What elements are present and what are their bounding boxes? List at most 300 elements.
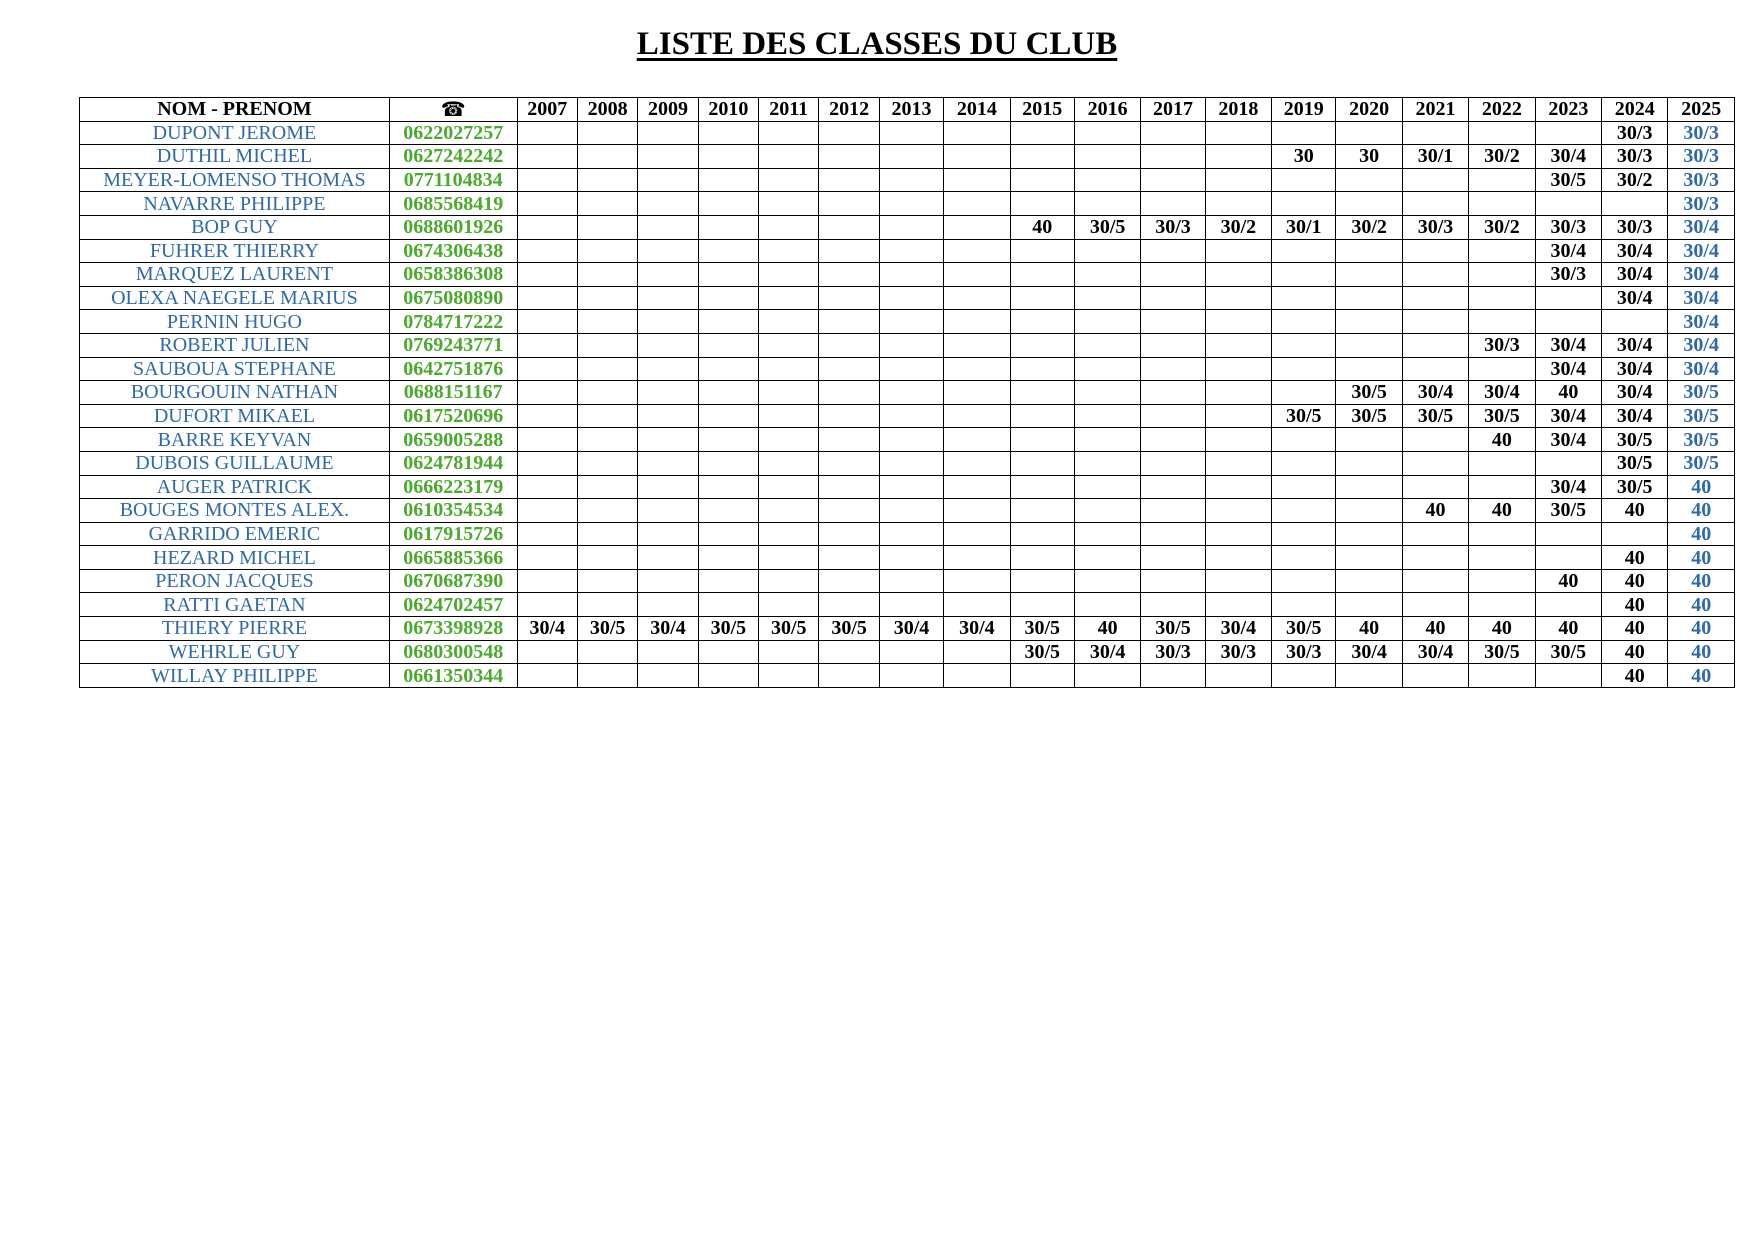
class-cell-2024 — [1602, 192, 1668, 216]
table-row — [80, 263, 1735, 287]
class-cell-2025: 40 — [1668, 617, 1735, 641]
class-cell-2015 — [1010, 263, 1074, 287]
class-cell-2014 — [944, 499, 1010, 523]
member-phone: 0617520696 — [389, 404, 517, 428]
class-cell-2008 — [577, 263, 637, 287]
member-name: BARRE KEYVAN — [80, 428, 390, 452]
class-cell-2018 — [1205, 593, 1271, 617]
member-phone: 0784717222 — [389, 310, 517, 334]
class-cell-2020 — [1336, 310, 1402, 334]
table-row — [80, 451, 1735, 475]
class-cell-2024 — [1602, 310, 1668, 334]
class-cell-2024: 30/4 — [1602, 286, 1668, 310]
class-cell-2021 — [1402, 286, 1468, 310]
class-cell-2013 — [879, 381, 943, 405]
class-cell-2016: 30/4 — [1074, 640, 1140, 664]
class-cell-2021 — [1402, 569, 1468, 593]
class-cell-2022 — [1469, 310, 1535, 334]
class-cell-2019 — [1272, 168, 1336, 192]
table-row — [80, 404, 1735, 428]
class-cell-2020 — [1336, 475, 1402, 499]
class-cell-2015 — [1010, 357, 1074, 381]
class-cell-2025: 30/3 — [1668, 145, 1735, 169]
class-cell-2024 — [1602, 522, 1668, 546]
class-cell-2009 — [638, 640, 698, 664]
table-row — [80, 357, 1735, 381]
table-row — [80, 310, 1735, 334]
year-header-2010: 2010 — [698, 98, 758, 122]
class-cell-2011 — [759, 640, 819, 664]
class-cell-2023: 30/4 — [1535, 145, 1601, 169]
member-name: MARQUEZ LAURENT — [80, 263, 390, 287]
class-cell-2013 — [879, 546, 943, 570]
class-cell-2008 — [577, 381, 637, 405]
class-cell-2024: 30/4 — [1602, 357, 1668, 381]
class-cell-2009 — [638, 569, 698, 593]
member-name: ROBERT JULIEN — [80, 333, 390, 357]
class-cell-2019 — [1272, 263, 1336, 287]
class-cell-2019 — [1272, 286, 1336, 310]
class-cell-2011 — [759, 522, 819, 546]
class-cell-2015 — [1010, 145, 1074, 169]
class-cell-2012 — [819, 215, 879, 239]
member-phone: 0617915726 — [389, 522, 517, 546]
class-cell-2024: 30/4 — [1602, 263, 1668, 287]
class-cell-2014 — [944, 546, 1010, 570]
class-cell-2008 — [577, 404, 637, 428]
year-header-2018: 2018 — [1205, 98, 1271, 122]
class-cell-2009 — [638, 428, 698, 452]
class-cell-2011: 30/5 — [759, 617, 819, 641]
year-header-2013: 2013 — [879, 98, 943, 122]
class-cell-2024: 30/3 — [1602, 121, 1668, 145]
class-cell-2015: 30/5 — [1010, 640, 1074, 664]
class-cell-2012 — [819, 569, 879, 593]
class-cell-2011 — [759, 168, 819, 192]
class-cell-2025: 30/4 — [1668, 333, 1735, 357]
class-cell-2019 — [1272, 499, 1336, 523]
class-cell-2007 — [517, 145, 577, 169]
class-cell-2012 — [819, 121, 879, 145]
class-cell-2012 — [819, 310, 879, 334]
table-row — [80, 617, 1735, 641]
class-cell-2012 — [819, 404, 879, 428]
phone-icon: ☎ — [389, 98, 517, 122]
class-cell-2008 — [577, 168, 637, 192]
member-phone: 0622027257 — [389, 121, 517, 145]
class-cell-2010 — [698, 593, 758, 617]
class-cell-2016 — [1074, 499, 1140, 523]
class-cell-2018 — [1205, 239, 1271, 263]
class-cell-2017 — [1141, 357, 1205, 381]
class-cell-2019: 30/3 — [1272, 640, 1336, 664]
class-cell-2021 — [1402, 593, 1468, 617]
class-cell-2025: 30/4 — [1668, 357, 1735, 381]
class-cell-2007 — [517, 239, 577, 263]
class-cell-2020 — [1336, 192, 1402, 216]
class-cell-2021 — [1402, 192, 1468, 216]
member-name: HEZARD MICHEL — [80, 546, 390, 570]
page-title: LISTE DES CLASSES DU CLUB — [636, 26, 1118, 62]
class-cell-2013 — [879, 640, 943, 664]
class-cell-2021 — [1402, 121, 1468, 145]
member-name: DUBOIS GUILLAUME — [80, 451, 390, 475]
class-cell-2007 — [517, 357, 577, 381]
class-cell-2020 — [1336, 664, 1402, 688]
class-cell-2016: 40 — [1074, 617, 1140, 641]
class-cell-2008 — [577, 499, 637, 523]
class-cell-2007 — [517, 215, 577, 239]
class-cell-2012 — [819, 475, 879, 499]
class-cell-2008 — [577, 121, 637, 145]
member-phone: 0624781944 — [389, 451, 517, 475]
class-cell-2019: 30/1 — [1272, 215, 1336, 239]
class-cell-2009 — [638, 404, 698, 428]
class-cell-2020 — [1336, 546, 1402, 570]
class-cell-2010 — [698, 499, 758, 523]
class-cell-2025: 30/4 — [1668, 263, 1735, 287]
class-cell-2012 — [819, 168, 879, 192]
class-cell-2015 — [1010, 546, 1074, 570]
member-name: DUTHIL MICHEL — [80, 145, 390, 169]
class-cell-2023: 40 — [1535, 617, 1601, 641]
class-cell-2014 — [944, 145, 1010, 169]
class-cell-2022 — [1469, 192, 1535, 216]
class-cell-2015 — [1010, 451, 1074, 475]
class-cell-2008 — [577, 546, 637, 570]
class-cell-2020 — [1336, 333, 1402, 357]
class-cell-2010 — [698, 121, 758, 145]
class-cell-2015 — [1010, 239, 1074, 263]
class-cell-2011 — [759, 381, 819, 405]
class-cell-2019 — [1272, 569, 1336, 593]
table-row — [80, 239, 1735, 263]
class-cell-2024: 40 — [1602, 593, 1668, 617]
class-cell-2025: 30/4 — [1668, 239, 1735, 263]
class-cell-2008 — [577, 475, 637, 499]
class-cell-2021 — [1402, 475, 1468, 499]
member-name: BOP GUY — [80, 215, 390, 239]
class-cell-2017 — [1141, 522, 1205, 546]
class-cell-2025: 30/5 — [1668, 428, 1735, 452]
class-cell-2010 — [698, 522, 758, 546]
class-cell-2020 — [1336, 499, 1402, 523]
class-cell-2011 — [759, 239, 819, 263]
class-cell-2024: 30/4 — [1602, 404, 1668, 428]
member-phone: 0624702457 — [389, 593, 517, 617]
class-cell-2018 — [1205, 333, 1271, 357]
member-phone: 0674306438 — [389, 239, 517, 263]
class-cell-2011 — [759, 499, 819, 523]
class-cell-2023 — [1535, 192, 1601, 216]
class-cell-2021: 40 — [1402, 499, 1468, 523]
class-cell-2016 — [1074, 168, 1140, 192]
class-cell-2018 — [1205, 168, 1271, 192]
class-cell-2016 — [1074, 428, 1140, 452]
class-cell-2007 — [517, 569, 577, 593]
class-cell-2010 — [698, 640, 758, 664]
class-cell-2013 — [879, 310, 943, 334]
table-row — [80, 286, 1735, 310]
member-phone: 0661350344 — [389, 664, 517, 688]
member-name: BOURGOUIN NATHAN — [80, 381, 390, 405]
class-cell-2013 — [879, 239, 943, 263]
class-cell-2021 — [1402, 664, 1468, 688]
member-name: WILLAY PHILIPPE — [80, 664, 390, 688]
member-name: RATTI GAETAN — [80, 593, 390, 617]
class-cell-2013 — [879, 215, 943, 239]
class-cell-2023: 30/4 — [1535, 404, 1601, 428]
class-cell-2024: 30/2 — [1602, 168, 1668, 192]
table-row — [80, 333, 1735, 357]
member-name: PERNIN HUGO — [80, 310, 390, 334]
table-row — [80, 664, 1735, 688]
class-cell-2022: 30/2 — [1469, 145, 1535, 169]
class-cell-2010 — [698, 263, 758, 287]
header-row — [80, 98, 1735, 122]
class-cell-2019 — [1272, 121, 1336, 145]
class-cell-2024: 30/3 — [1602, 145, 1668, 169]
class-cell-2012 — [819, 428, 879, 452]
class-cell-2020 — [1336, 121, 1402, 145]
member-name: THIERY PIERRE — [80, 617, 390, 641]
class-cell-2017 — [1141, 192, 1205, 216]
class-cell-2015: 30/5 — [1010, 617, 1074, 641]
class-cell-2016 — [1074, 404, 1140, 428]
member-phone: 0771104834 — [389, 168, 517, 192]
class-cell-2022 — [1469, 475, 1535, 499]
class-cell-2020 — [1336, 451, 1402, 475]
class-cell-2024: 30/3 — [1602, 215, 1668, 239]
class-cell-2014 — [944, 640, 1010, 664]
class-cell-2018 — [1205, 121, 1271, 145]
class-cell-2022 — [1469, 546, 1535, 570]
class-cell-2015 — [1010, 475, 1074, 499]
class-cell-2019: 30 — [1272, 145, 1336, 169]
class-cell-2015: 40 — [1010, 215, 1074, 239]
class-cell-2012: 30/5 — [819, 617, 879, 641]
class-cell-2017: 30/3 — [1141, 215, 1205, 239]
class-cell-2025: 30/5 — [1668, 451, 1735, 475]
class-cell-2020 — [1336, 168, 1402, 192]
class-cell-2021 — [1402, 546, 1468, 570]
name-column-header: NOM - PRENOM — [80, 98, 390, 122]
class-cell-2016 — [1074, 664, 1140, 688]
class-cell-2015 — [1010, 310, 1074, 334]
class-cell-2021 — [1402, 239, 1468, 263]
class-cell-2008: 30/5 — [577, 617, 637, 641]
year-header-2015: 2015 — [1010, 98, 1074, 122]
class-cell-2008 — [577, 428, 637, 452]
class-cell-2022: 30/2 — [1469, 215, 1535, 239]
class-cell-2019 — [1272, 381, 1336, 405]
class-cell-2019: 30/5 — [1272, 404, 1336, 428]
class-cell-2013 — [879, 475, 943, 499]
class-cell-2010 — [698, 381, 758, 405]
member-phone: 0610354534 — [389, 499, 517, 523]
class-cell-2021 — [1402, 168, 1468, 192]
class-cell-2019: 30/5 — [1272, 617, 1336, 641]
member-name: DUFORT MIKAEL — [80, 404, 390, 428]
year-header-2025: 2025 — [1668, 98, 1735, 122]
member-phone: 0666223179 — [389, 475, 517, 499]
class-cell-2011 — [759, 357, 819, 381]
class-cell-2009 — [638, 145, 698, 169]
class-cell-2012 — [819, 640, 879, 664]
class-cell-2018 — [1205, 522, 1271, 546]
class-cell-2020 — [1336, 593, 1402, 617]
table-row — [80, 381, 1735, 405]
year-header-2022: 2022 — [1469, 98, 1535, 122]
member-phone: 0673398928 — [389, 617, 517, 641]
class-cell-2010 — [698, 239, 758, 263]
table-row — [80, 522, 1735, 546]
class-cell-2024: 40 — [1602, 499, 1668, 523]
class-cell-2013 — [879, 428, 943, 452]
class-cell-2023 — [1535, 664, 1601, 688]
table-row — [80, 593, 1735, 617]
class-cell-2022: 40 — [1469, 428, 1535, 452]
member-name: WEHRLE GUY — [80, 640, 390, 664]
class-cell-2020: 40 — [1336, 617, 1402, 641]
class-cell-2010 — [698, 569, 758, 593]
class-cell-2008 — [577, 145, 637, 169]
class-cell-2013 — [879, 263, 943, 287]
member-phone: 0642751876 — [389, 357, 517, 381]
class-cell-2013 — [879, 664, 943, 688]
year-header-2019: 2019 — [1272, 98, 1336, 122]
class-cell-2014 — [944, 215, 1010, 239]
class-cell-2019 — [1272, 451, 1336, 475]
class-cell-2024: 40 — [1602, 664, 1668, 688]
class-cell-2013 — [879, 451, 943, 475]
year-header-2012: 2012 — [819, 98, 879, 122]
class-cell-2009 — [638, 357, 698, 381]
table-row — [80, 121, 1735, 145]
class-cell-2010 — [698, 192, 758, 216]
class-cell-2017 — [1141, 263, 1205, 287]
member-phone: 0665885366 — [389, 546, 517, 570]
member-name: SAUBOUA STEPHANE — [80, 357, 390, 381]
class-cell-2022 — [1469, 239, 1535, 263]
class-cell-2023: 30/5 — [1535, 499, 1601, 523]
class-cell-2011 — [759, 121, 819, 145]
class-cell-2022: 30/3 — [1469, 333, 1535, 357]
class-cell-2013 — [879, 404, 943, 428]
class-cell-2025: 40 — [1668, 499, 1735, 523]
class-cell-2023: 30/5 — [1535, 640, 1601, 664]
class-cell-2022 — [1469, 263, 1535, 287]
class-cell-2022 — [1469, 168, 1535, 192]
class-cell-2020: 30/5 — [1336, 404, 1402, 428]
class-cell-2009 — [638, 499, 698, 523]
class-cell-2013 — [879, 145, 943, 169]
class-cell-2009 — [638, 286, 698, 310]
class-cell-2018 — [1205, 192, 1271, 216]
class-cell-2023: 30/4 — [1535, 428, 1601, 452]
class-cell-2009 — [638, 263, 698, 287]
class-cell-2023 — [1535, 310, 1601, 334]
class-cell-2020: 30/4 — [1336, 640, 1402, 664]
class-cell-2022 — [1469, 286, 1535, 310]
class-cell-2018 — [1205, 286, 1271, 310]
class-cell-2007 — [517, 640, 577, 664]
class-cell-2011 — [759, 451, 819, 475]
class-cell-2009: 30/4 — [638, 617, 698, 641]
class-cell-2019 — [1272, 192, 1336, 216]
class-cell-2015 — [1010, 664, 1074, 688]
class-cell-2011 — [759, 428, 819, 452]
class-cell-2022 — [1469, 357, 1535, 381]
class-cell-2014 — [944, 381, 1010, 405]
class-cell-2020 — [1336, 286, 1402, 310]
class-cell-2013 — [879, 192, 943, 216]
table-row — [80, 569, 1735, 593]
year-header-2009: 2009 — [638, 98, 698, 122]
class-cell-2008 — [577, 239, 637, 263]
class-cell-2017: 30/5 — [1141, 617, 1205, 641]
class-cell-2014 — [944, 593, 1010, 617]
class-cell-2011 — [759, 310, 819, 334]
class-cell-2022: 30/5 — [1469, 640, 1535, 664]
class-cell-2023 — [1535, 522, 1601, 546]
class-cell-2009 — [638, 381, 698, 405]
class-cell-2012 — [819, 286, 879, 310]
class-cell-2009 — [638, 475, 698, 499]
class-cell-2015 — [1010, 286, 1074, 310]
class-cell-2014 — [944, 263, 1010, 287]
class-cell-2020: 30 — [1336, 145, 1402, 169]
class-cell-2017 — [1141, 121, 1205, 145]
class-cell-2015 — [1010, 428, 1074, 452]
member-name: BOUGES MONTES ALEX. — [80, 499, 390, 523]
class-cell-2022: 30/4 — [1469, 381, 1535, 405]
class-cell-2019 — [1272, 546, 1336, 570]
class-cell-2018 — [1205, 499, 1271, 523]
table-row — [80, 475, 1735, 499]
class-cell-2022 — [1469, 664, 1535, 688]
class-cell-2018 — [1205, 145, 1271, 169]
class-cell-2019 — [1272, 522, 1336, 546]
class-cell-2021: 30/4 — [1402, 381, 1468, 405]
year-header-2011: 2011 — [759, 98, 819, 122]
member-phone: 0627242242 — [389, 145, 517, 169]
class-cell-2025: 40 — [1668, 593, 1735, 617]
class-cell-2010 — [698, 286, 758, 310]
table-row — [80, 546, 1735, 570]
class-cell-2016 — [1074, 381, 1140, 405]
member-phone: 0675080890 — [389, 286, 517, 310]
member-name: DUPONT JEROME — [80, 121, 390, 145]
class-cell-2022: 30/5 — [1469, 404, 1535, 428]
year-header-2024: 2024 — [1602, 98, 1668, 122]
class-cell-2024: 40 — [1602, 569, 1668, 593]
class-cell-2007 — [517, 664, 577, 688]
class-cell-2014 — [944, 168, 1010, 192]
class-cell-2013 — [879, 499, 943, 523]
table-row — [80, 499, 1735, 523]
class-cell-2016 — [1074, 357, 1140, 381]
member-phone: 0658386308 — [389, 263, 517, 287]
class-cell-2023 — [1535, 546, 1601, 570]
class-cell-2014: 30/4 — [944, 617, 1010, 641]
table-row — [80, 640, 1735, 664]
class-cell-2017 — [1141, 145, 1205, 169]
class-cell-2021 — [1402, 522, 1468, 546]
class-cell-2017 — [1141, 569, 1205, 593]
class-cell-2008 — [577, 451, 637, 475]
class-cell-2018 — [1205, 475, 1271, 499]
